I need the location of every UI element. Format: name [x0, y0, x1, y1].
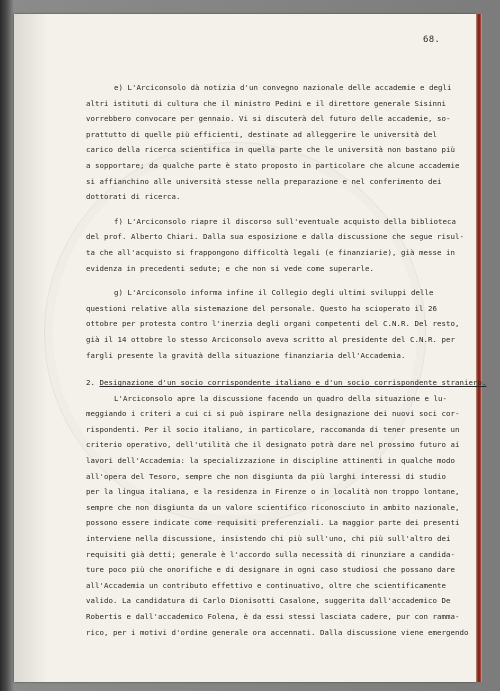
text-line: si affianchino alle università stesse nella preparazione e nel conferimento dei: [86, 176, 442, 186]
text-line: vorrebbero convocare per gennaio. Vi si discuterà del futuro delle accademie, so-: [86, 114, 451, 124]
text-line: all'opera del Tesoro, sempre che non disgiunta da più larghi interessi di studio: [86, 471, 446, 481]
text-line: questioni relative alla sistemazione del personale. Questo ha scioperato il 26: [86, 303, 437, 313]
section-number: 2.: [86, 378, 95, 388]
text-line: interviene nella discussione, insistendo chi più sull'uno, chi più sull'altro dei: [86, 534, 451, 544]
binding-shadow: [14, 14, 48, 682]
text-line: all'Accademia un contributo effettivo e continuativo, oltre che scientificamente: [86, 580, 446, 590]
text-line: fargli presente la gravità della situazione finanziaria dell'Accademia.: [86, 350, 406, 360]
text-line: prattutto di quelle più efficienti, destinate ad alleggerire le università del: [86, 129, 437, 139]
paragraph-e: [86, 80, 460, 205]
text-line: meggiando i criteri a cui ci si può ispirare nella designazione dei nuovi soci cor-: [86, 409, 460, 419]
text-line: per la lingua italiana, e la residenza in Firenze o in località non troppo lontane,: [86, 487, 460, 497]
text-line: rispondenti. Per il socio italiano, in particolare, raccomanda di tener presente un: [86, 424, 460, 434]
paragraph-g: [86, 285, 460, 363]
page-number: 68.: [423, 35, 441, 45]
text-line: f) L'Arciconsolo riapre il discorso sull'eventuale acquisto della biblioteca: [114, 216, 456, 226]
document-body: [86, 80, 487, 640]
text-line: possono essere indicate come requisiti preferenziali. La maggior parte dei presenti: [86, 518, 460, 528]
text-line: lavori dell'Accademia: la specializzazione in discipline attinenti in qualche modo: [86, 456, 455, 466]
section-body: [86, 391, 469, 641]
book-spine-edge: [476, 14, 482, 682]
text-line: già il 14 ottobre lo stesso Arciconsolo aveva scritto al presidente del C.N.R. per: [86, 334, 455, 344]
text-line: altri istituti di cultura che il ministro Pedini e il direttore generale Sisinni: [86, 98, 446, 108]
text-line: ta che all'acquisto si frappongono difficoltà legali (e finanziarie), già messe in: [86, 247, 455, 257]
paragraph-f: [86, 214, 464, 276]
text-line: g) L'Arciconsolo informa infine il Collegio degli ultimi sviluppi delle: [114, 288, 434, 298]
text-line: del prof. Alberto Chiari. Dalla sua esposizione e dalla discussione che segue risul-: [86, 232, 464, 242]
text-line: L'Arciconsolo apre la discussione facendo un quadro della situazione e lu-: [114, 393, 447, 403]
text-line: rico, per i motivi d'ordine generale ora accennati. Dalla discussione viene emergendo: [86, 627, 469, 637]
text-line: Robertis e dall'accademico Folena, è da essi stessi lasciata cadere, pur con ramma-: [86, 612, 460, 621]
text-line: requisiti già detti; generale è l'accordo sulla necessità di rinunziare a candida-: [86, 549, 455, 559]
section-heading: [86, 375, 487, 391]
text-line: carico della ricerca scientifica in quella parte che le università non bastano più: [86, 145, 455, 155]
text-line: sempre che non disgiunta da un valore scientifico riconosciuto in ambito nazionale,: [86, 502, 460, 512]
text-line: ture poco più che onorifiche e di designare in ogni caso studiosi che possano dare: [86, 565, 455, 575]
text-line: dottorati di ricerca.: [86, 192, 181, 202]
text-line: valido. La candidatura di Carlo Dionisotti Casalone, suggerita dall'accademico De: [86, 596, 451, 606]
text-line: criterio operativo, dell'utilità che il designato potrà dare nel prossimo futuro ai: [86, 440, 460, 450]
text-line: ottobre per protesta contro l'inerzia degli organi competenti del C.N.R. Del resto,: [86, 319, 460, 329]
text-line: evidenza in precedenti sedute; e che non si vede come superarle.: [86, 263, 374, 273]
section-title: Designazione d'un socio corrispondente italiano e d'un socio corrispondente straniero.: [99, 378, 487, 388]
text-line: a sopportare; da qualche parte è stato proposto in particolare che alcune accademie: [86, 160, 460, 170]
text-line: e) L'Arciconsolo dà notizia d'un convegno nazionale delle accademie e degli: [114, 83, 452, 92]
